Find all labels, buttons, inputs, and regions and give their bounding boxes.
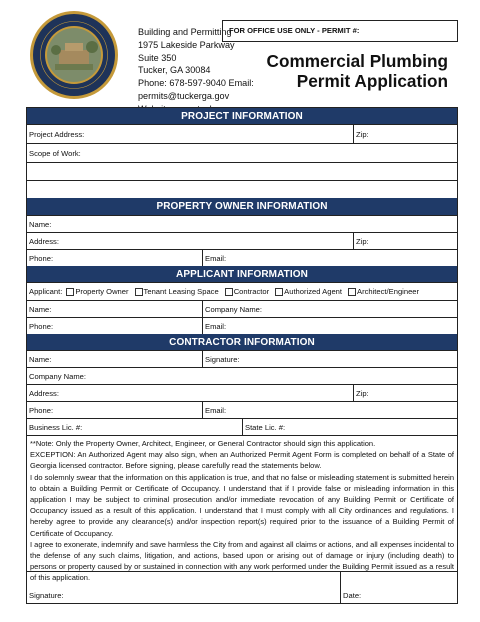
checkbox-property-owner[interactable]: [66, 287, 128, 296]
row-signature: [27, 571, 457, 603]
contractor-email-field[interactable]: Email:: [202, 402, 457, 418]
legal-statement: [27, 435, 457, 583]
checkbox-icon: [66, 288, 74, 296]
checkbox-authorized-agent[interactable]: [275, 287, 342, 296]
checkbox-icon: [275, 288, 283, 296]
row-contractor-company: [27, 367, 457, 384]
scope-of-work-field[interactable]: Scope of Work:: [29, 148, 81, 158]
business-license-field[interactable]: Business Lic. #:: [29, 422, 83, 432]
row-owner-phone: [27, 249, 457, 266]
option-label: Architect/Engineer: [357, 287, 420, 296]
row-applicant-type: [27, 282, 457, 300]
scope-extra-line[interactable]: [27, 162, 457, 180]
note-paragraph: **Note: Only the Property Owner, Architect, Engineer, or General Contractor should sign this application.: [30, 439, 376, 448]
project-address-field[interactable]: Project Address:: [29, 129, 85, 139]
owner-name-field[interactable]: Name:: [29, 219, 52, 229]
row-applicant-name: [27, 300, 457, 317]
address-line: permits@tuckerga.gov: [138, 90, 230, 101]
contractor-signature-field[interactable]: Signature:: [202, 351, 457, 367]
section-header-project: PROJECT INFORMATION: [27, 108, 457, 124]
row-contractor-licenses: [27, 418, 457, 435]
indemnity-paragraph: I agree to exonerate, indemnify and save harmless the City from and against all claims or actions, and all expenses incidental to the defense of any such claims, litigation, and actions, based upon or arising out of damage or injury (including death) to persons or property caused by or sustained in connection with any work performed under the Building Permit issued as a result of this application.: [30, 539, 454, 583]
exception-paragraph: EXCEPTION: An Authorized Agent may also sign, when an Authorized Permit Agent Form is completed on behalf of a State of Georgia licensed contractor. Before signing, please carefully read the statements below.: [30, 450, 454, 471]
applicant-name-field[interactable]: Name:: [29, 304, 52, 314]
applicant-email-field[interactable]: Email:: [202, 318, 457, 334]
permit-form: [26, 107, 458, 604]
contractor-zip-field[interactable]: Zip:: [353, 385, 457, 401]
applicant-phone-field[interactable]: Phone:: [29, 321, 54, 331]
address-line: 1975 Lakeside Parkway: [138, 39, 235, 50]
office-use-permit-box[interactable]: FOR OFFICE USE ONLY - PERMIT #:: [222, 20, 458, 42]
owner-email-field[interactable]: Email:: [202, 250, 457, 266]
address-line: Suite 350: [138, 52, 177, 63]
row-owner-address: [27, 232, 457, 249]
oath-paragraph: I do solemnly swear that the information on this application is true, and that no false or misleading statement is submitted herein to obtain a Building Permit or Certificate of Occupancy. I understand that if I provide false or misleading information in this application I may be subject to criminal prosecution and/or immediate revocation of any Building Permit or Certificate of Occupancy issued as a result of this application. I understand that I must comply with all City ordinances and regulations. I hereby agree to provide any clearance(s) and/or inspection report(s) required prior to the issuance of a Building Permit of Certificate of Occupancy.: [30, 472, 454, 538]
row-applicant-phone: [27, 317, 457, 334]
owner-phone-field[interactable]: Phone:: [29, 253, 54, 263]
scope-extra-line[interactable]: [27, 180, 457, 198]
checkbox-architect-engineer[interactable]: [348, 287, 419, 296]
checkbox-icon: [225, 288, 233, 296]
contractor-name-field[interactable]: Name:: [29, 354, 52, 364]
contractor-address-field[interactable]: Address:: [29, 388, 59, 398]
checkbox-contractor[interactable]: [225, 287, 269, 296]
contractor-phone-field[interactable]: Phone:: [29, 405, 54, 415]
date-field[interactable]: Date:: [340, 572, 457, 603]
address-line: Tucker, GA 30084: [138, 65, 211, 76]
row-scope: [27, 143, 457, 162]
row-contractor-phone: [27, 401, 457, 418]
section-header-applicant: APPLICANT INFORMATION: [27, 266, 457, 282]
owner-address-field[interactable]: Address:: [29, 236, 59, 246]
address-line: Phone: 678-597-9040 Email:: [138, 78, 254, 89]
applicant-type-options: [27, 283, 457, 300]
owner-zip-field[interactable]: Zip:: [353, 233, 457, 249]
row-owner-name: [27, 215, 457, 232]
state-license-field[interactable]: State Lic. #:: [242, 419, 457, 435]
option-label: Property Owner: [75, 287, 129, 296]
title-line-2: Permit Application: [296, 71, 448, 91]
row-project-address: [27, 124, 457, 143]
applicant-label: Applicant:: [29, 287, 63, 296]
option-label: Authorized Agent: [284, 287, 342, 296]
option-label: Contractor: [233, 287, 270, 296]
title-line-1: Commercial Plumbing: [266, 51, 448, 71]
option-label: Tenant Leasing Space: [143, 287, 219, 296]
city-seal-logo: [29, 10, 119, 100]
checkbox-tenant[interactable]: [135, 287, 219, 296]
section-header-contractor: CONTRACTOR INFORMATION: [27, 334, 457, 350]
row-contractor-name: [27, 350, 457, 367]
checkbox-icon: [348, 288, 356, 296]
address-line: Building and Permitting: [138, 27, 232, 37]
applicant-company-field[interactable]: Company Name:: [202, 301, 457, 317]
applicant-signature-field[interactable]: Signature:: [29, 591, 64, 600]
contractor-company-field[interactable]: Company Name:: [29, 371, 86, 381]
section-header-owner: PROPERTY OWNER INFORMATION: [27, 198, 457, 215]
row-contractor-address: [27, 384, 457, 401]
page-title: [267, 51, 448, 91]
checkbox-icon: [135, 288, 143, 296]
project-zip-field[interactable]: Zip:: [353, 125, 457, 143]
